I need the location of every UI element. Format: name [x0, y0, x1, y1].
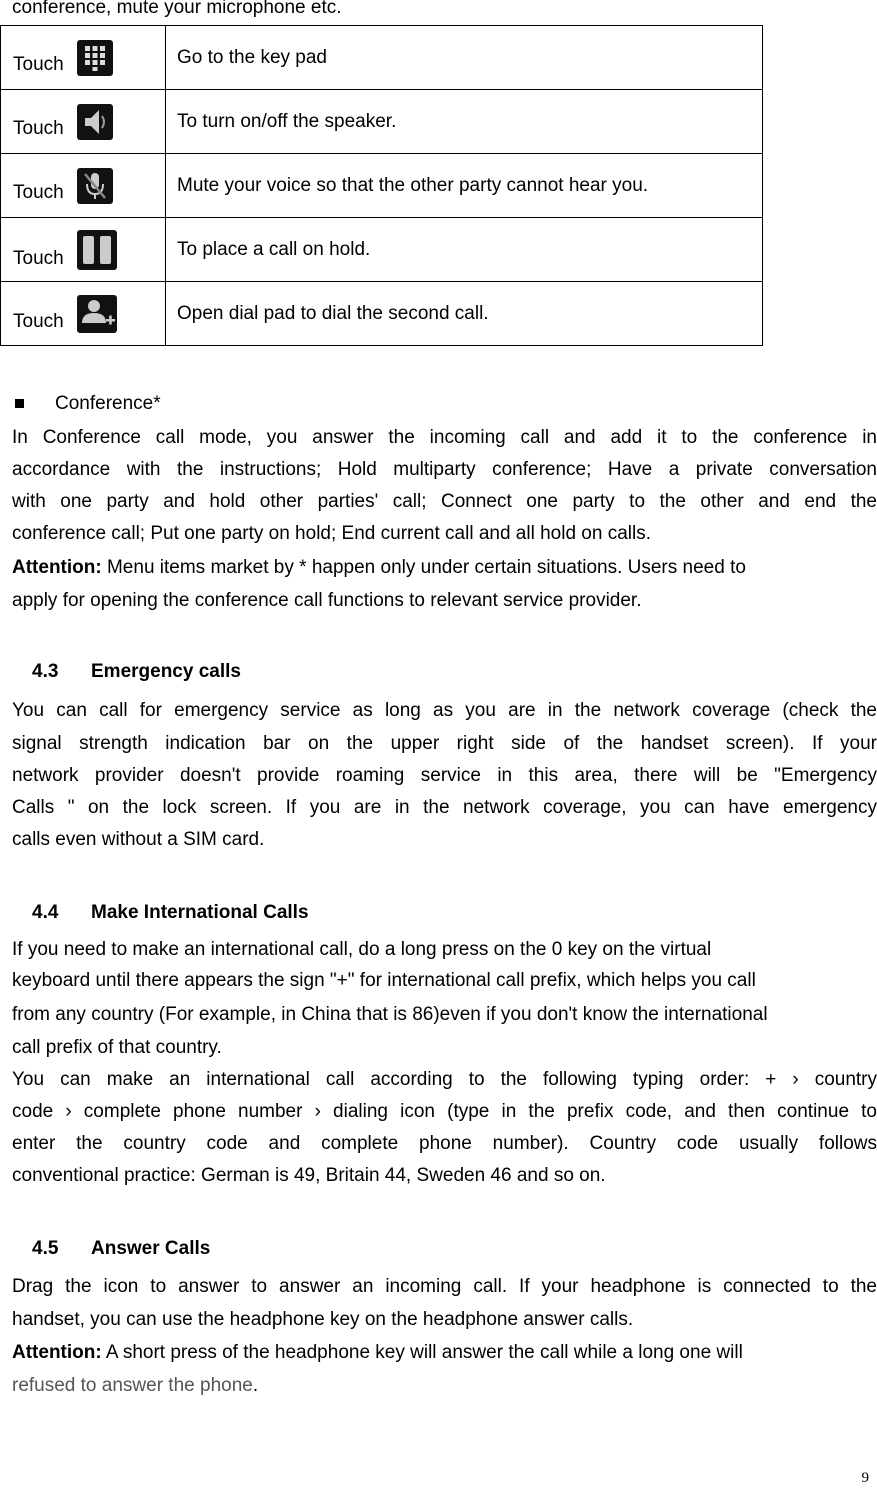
- attention-line2-period: .: [252, 1375, 259, 1396]
- add-call-icon: [77, 295, 117, 333]
- conference-attention-line2: apply for opening the conference call functions to relevant service provider.: [12, 590, 642, 611]
- conference-line: conference call; Put one party on hold; End current call and all hold on calls.: [12, 523, 651, 544]
- attention-label: Attention:: [12, 1342, 102, 1363]
- section-title: Answer Calls: [91, 1238, 211, 1259]
- row-description: To place a call on hold.: [166, 218, 763, 282]
- attention-text: Menu items market by * happen only under certain situations. Users need to: [101, 557, 746, 578]
- paragraph-line: keyboard until there appears the sign "+" for international call prefix, which helps you call: [12, 970, 756, 991]
- row-description: Mute your voice so that the other party cannot hear you.: [166, 154, 763, 218]
- table-row: [1, 26, 763, 90]
- paragraph-line: You can call for emergency service as long as you are in the network coverage (check the: [12, 700, 877, 721]
- attention-label: Attention:: [12, 557, 102, 578]
- paragraph-line: If you need to make an international call, do a long press on the 0 key on the virtual: [12, 939, 712, 960]
- table-row: [1, 90, 763, 154]
- paragraph-line: conventional practice: German is 49, Britain 44, Sweden 46 and so on.: [12, 1165, 606, 1186]
- keypad-icon: [77, 40, 113, 76]
- intro-line: conference, mute your microphone etc.: [12, 0, 342, 18]
- conference-line: In Conference call mode, you answer the incoming call and add it to the conference in: [12, 427, 877, 448]
- page-number: 9: [861, 1470, 869, 1486]
- section-title: Make International Calls: [91, 902, 309, 923]
- hold-icon: [77, 230, 117, 270]
- paragraph-line: code › complete phone number › dialing icon (type in the prefix code, and then continue to: [12, 1101, 877, 1122]
- touch-label: Touch: [13, 247, 64, 269]
- mute-mic-icon: [77, 168, 113, 204]
- table-row: [1, 282, 763, 346]
- section-number: 4.3: [32, 661, 59, 682]
- section-number: 4.5: [32, 1238, 59, 1259]
- touch-label: Touch: [13, 53, 64, 75]
- answer-attention: [12, 1342, 743, 1364]
- answer-attention-line2: [12, 1375, 258, 1397]
- conference-title: Conference*: [55, 393, 161, 414]
- row-description: Open dial pad to dial the second call.: [166, 282, 763, 346]
- touch-label: Touch: [13, 310, 64, 332]
- paragraph-line: network provider doesn't provide roaming service in this area, there will be "Emergency: [12, 765, 877, 786]
- paragraph-line: Drag the icon to answer to answer an incoming call. If your headphone is connected to the: [12, 1276, 877, 1297]
- table-row: [1, 154, 763, 218]
- touch-icon-table: [0, 25, 763, 346]
- touch-label: Touch: [13, 117, 64, 139]
- paragraph-line: signal strength indication bar on the upper right side of the handset screen). If your: [12, 733, 877, 754]
- table-row: [1, 218, 763, 282]
- row-description: Go to the key pad: [166, 26, 763, 90]
- conference-line: with one party and hold other parties' call; Connect one party to the other and end the: [12, 491, 877, 512]
- touch-label: Touch: [13, 181, 64, 203]
- paragraph-line: calls even without a SIM card.: [12, 829, 265, 850]
- speaker-icon: [77, 104, 113, 140]
- paragraph-line: call prefix of that country.: [12, 1037, 222, 1058]
- paragraph-line: You can make an international call according to the following typing order: + › country: [12, 1069, 877, 1090]
- row-description: To turn on/off the speaker.: [166, 90, 763, 154]
- bullet-square-icon: [15, 399, 24, 408]
- attention-line2-text: refused to answer the phone: [12, 1375, 253, 1396]
- conference-line: accordance with the instructions; Hold multiparty conference; Have a private conversation: [12, 459, 877, 480]
- attention-text: A short press of the headphone key will answer the call while a long one will: [101, 1342, 743, 1363]
- paragraph-line: from any country (For example, in China that is 86)even if you don't know the international: [12, 1004, 768, 1025]
- conference-attention: [12, 557, 746, 579]
- section-number: 4.4: [32, 902, 59, 923]
- paragraph-line: enter the country code and complete phone number). Country code usually follows: [12, 1133, 877, 1154]
- paragraph-line: Calls " on the lock screen. If you are in the network coverage, you can have emergency: [12, 797, 877, 818]
- section-title: Emergency calls: [91, 661, 241, 682]
- paragraph-line: handset, you can use the headphone key on the headphone answer calls.: [12, 1309, 634, 1330]
